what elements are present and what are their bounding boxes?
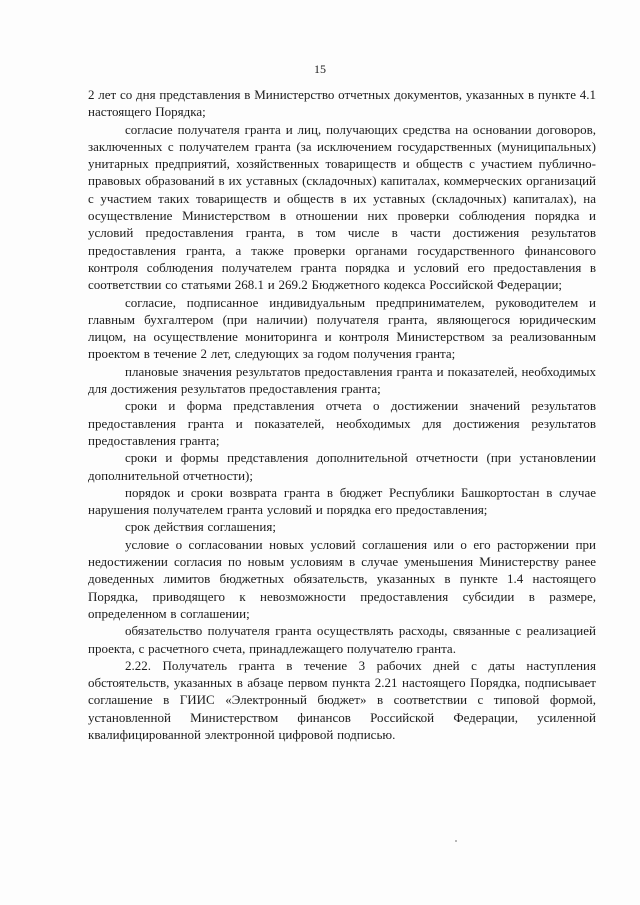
paragraph-continuation: 2 лет со дня представления в Министерство отчетных документов, указанных в пункте 4.1 настоящего Порядка; xyxy=(88,87,596,120)
paragraph-consent-monitoring: согласие, подписанное индивидуальным предпринимателем, руководителем и главным бухгалтером (при наличии) получателя гранта, являющегося юридическим лицом, на осуществление мониторинга и контроля Министерством за реализованным проектом в течение 2 лет, следующих за годом получения гранта; xyxy=(88,294,596,362)
paragraph-consent-inspection: согласие получателя гранта и лиц, получающих средства на основании договоров, заключенных с получателем гранта (за исключением государственных (муниципальных) унитарных предприятий, хозяйственных товариществ и обществ с участием публично-правовых образований в их уставных (складочных) капиталах, коммерческих организаций с участием таких товариществ и обществ в их уставных (складочных) капиталах), на осуществление Министерством в отношении них проверки соблюдения порядка и условий предоставления гранта, в том числе в части достижения результатов предоставления гранта, а также проверки органами государственного финансового контроля соблюдения получателем гранта порядка и условий его предоставления в соответствии со статьями 268.1 и 269.2 Бюджетного кодекса Российской Федерации; xyxy=(88,121,596,293)
paragraph-2-22: 2.22. Получатель гранта в течение 3 рабочих дней с даты наступления обстоятельств, указанных в абзаце первом пункта 2.21 настоящего Порядка, подписывает соглашение в ГИИС «Электронный бюджет» в соответствии с типовой формой, установленной Министерством финансов Российской Федерации, усиленной квалифицированной электронной цифровой подписью. xyxy=(88,657,596,742)
paragraph-expense-obligation: обязательство получателя гранта осуществлять расходы, связанные с реализацией проекта, с расчетного счета, принадлежащего получателю гранта. xyxy=(88,623,596,656)
paragraph-planned-values: плановые значения результатов предоставления гранта и показателей, необходимых для достижения результатов предоставления гранта; xyxy=(88,363,596,397)
paragraph-new-conditions: условие о согласовании новых условий соглашения или о его расторжении при недостижении согласия по новым условиям в случае уменьшения Министерству ранее доведенных лимитов бюджетных обязательств, указанных в пункте 1.4 настоящего Порядка, приводящего к невозможности предоставления субсидии в размере, определенном в соглашении; xyxy=(88,536,596,621)
paragraph-additional-reporting: сроки и формы представления дополнительной отчетности (при установлении дополнительной отчетности); xyxy=(88,450,596,483)
paragraph-agreement-term: срок действия соглашения; xyxy=(125,519,276,535)
body-text xyxy=(88,86,596,743)
paragraph-report-terms: сроки и форма представления отчета о достижении значений результатов предоставления гранта и показателей, необходимых для достижения результатов предоставления гранта; xyxy=(88,398,596,448)
paragraph-grant-return: порядок и сроки возврата гранта в бюджет Республики Башкортостан в случае нарушения получателем гранта условий и порядка его предоставления; xyxy=(88,484,596,518)
page-number: 15 xyxy=(314,62,326,76)
scan-speck xyxy=(455,840,457,842)
